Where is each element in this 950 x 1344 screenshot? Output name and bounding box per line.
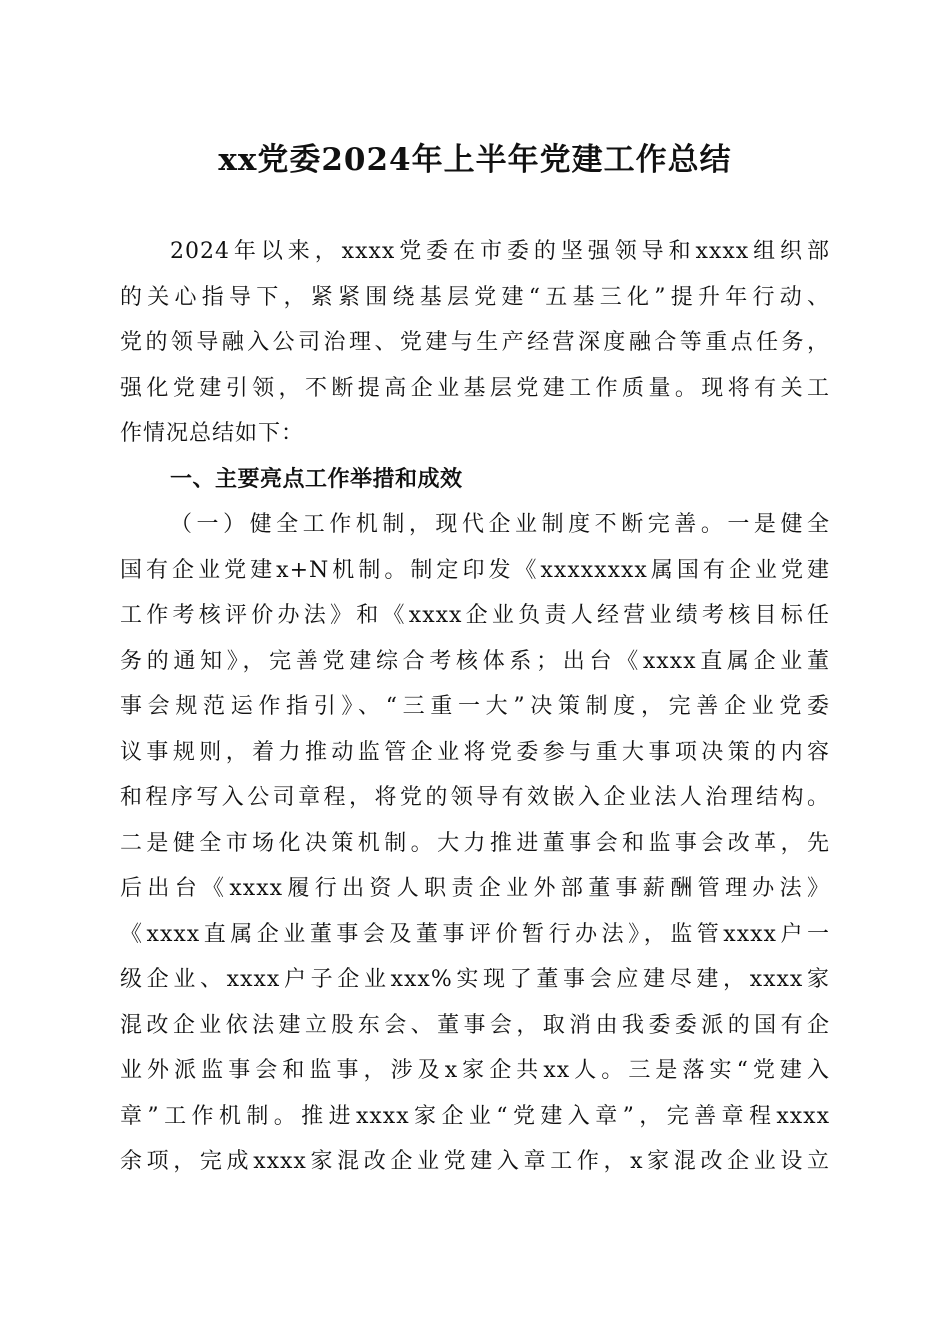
paragraph-line: 议事规则，着力推动监管企业将党委参与重大事项决策的内容 bbox=[120, 739, 830, 765]
paragraph-line: 国有企业党建x+N机制。制定印发《xxxxxxxx属国有企业党建 bbox=[120, 557, 830, 583]
paragraph-line: 工作考核评价办法》和《xxxx企业负责人经营业绩考核目标任 bbox=[120, 603, 830, 628]
paragraph-line: 党的领导融入公司治理、党建与生产经营深度融合等重点任务， bbox=[120, 330, 830, 355]
paragraph-line: 混改企业依法建立股东会、董事会，取消由我委委派的国有企 bbox=[120, 1012, 830, 1038]
section-heading: 一、主要亮点工作举措和成效 bbox=[170, 466, 463, 492]
paragraph-line: 作情况总结如下： bbox=[120, 421, 305, 446]
paragraph-line: 和程序写入公司章程，将党的领导有效嵌入企业法人治理结构。 bbox=[120, 785, 830, 810]
paragraph-line: （一）健全工作机制，现代企业制度不断完善。一是健全 bbox=[170, 512, 830, 537]
paragraph-line: 业外派监事会和监事，涉及x家企共xx人。三是落实“党建入 bbox=[120, 1058, 830, 1083]
document-title: xx党委2024年上半年党建工作总结 bbox=[218, 142, 732, 178]
paragraph-line: 2024年以来，xxxx党委在市委的坚强领导和xxxx组织部 bbox=[170, 239, 830, 264]
paragraph-line: 余项，完成xxxx家混改企业党建入章工作，x家混改企业设立 bbox=[120, 1149, 830, 1174]
document-body bbox=[120, 233, 830, 1189]
paragraph-line: 务的通知》，完善党建综合考核体系；出台《xxxx直属企业董 bbox=[120, 648, 830, 674]
paragraph-line: 的关心指导下，紧紧围绕基层党建“五基三化”提升年行动、 bbox=[120, 284, 830, 310]
paragraph-line: 章”工作机制。推进xxxx家企业“党建入章”，完善章程xxxx bbox=[120, 1103, 830, 1129]
paragraph-line: 级企业、xxxx户子企业xxx%实现了董事会应建尽建，xxxx家 bbox=[120, 967, 830, 992]
paragraph-line: 事会规范运作指引》、“三重一大”决策制度，完善企业党委 bbox=[120, 694, 830, 719]
paragraph-line: 二是健全市场化决策机制。大力推进董事会和监事会改革，先 bbox=[120, 830, 830, 856]
paragraph-line: 《xxxx直属企业董事会及董事评价暂行办法》，监管xxxx户一 bbox=[120, 921, 830, 947]
paragraph-line: 后出台《xxxx履行出资人职责企业外部董事薪酬管理办法》 bbox=[120, 876, 830, 901]
paragraph-line: 强化党建引领，不断提高企业基层党建工作质量。现将有关工 bbox=[120, 375, 830, 401]
